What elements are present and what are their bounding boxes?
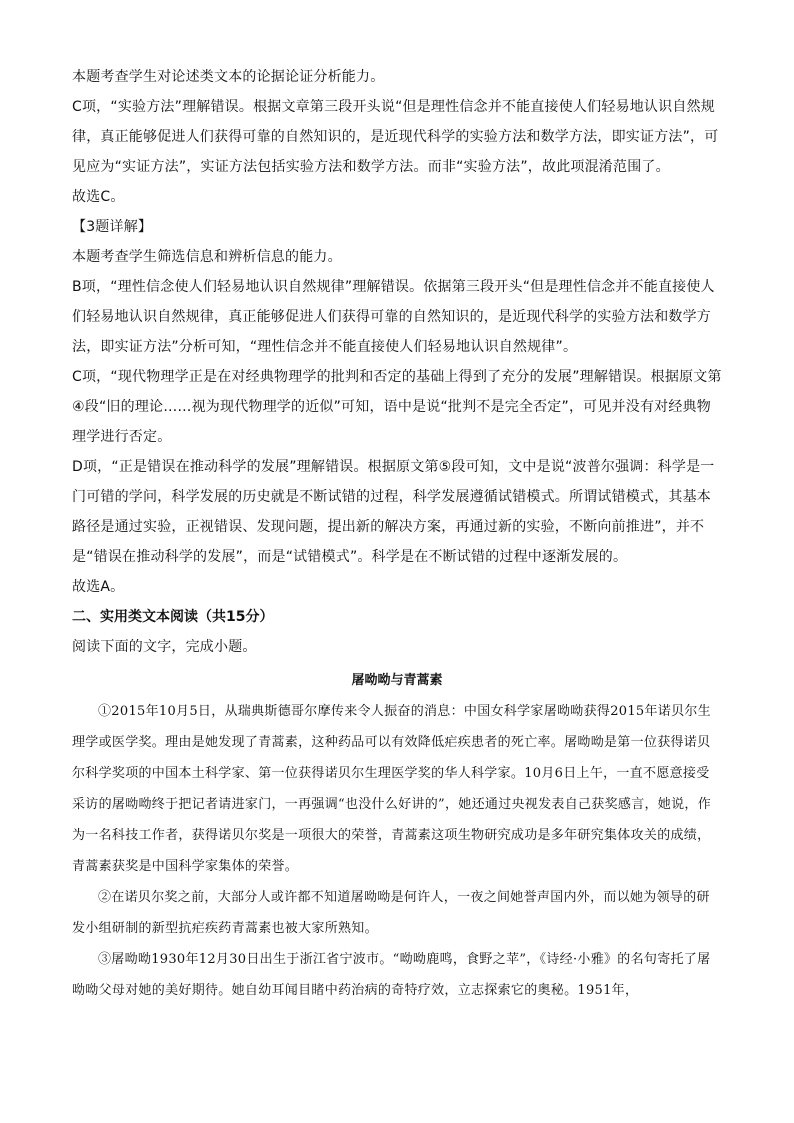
article-paragraph-2: ②在诺贝尔奖之前，大部分人或许都不知道屠呦呦是何许人，一夜之间她誉声国内外，而以她为领导的研发小组研制的新型抗疟疾药青蒿素也被大家所熟知。 xyxy=(72,890,710,936)
q3-answer: 故选A。 xyxy=(72,579,125,595)
q3-header: 【3题详解】 xyxy=(72,219,153,235)
q2-analysis-intro: 本题考查学生对论述类文本的论据论证分析能力。 xyxy=(72,69,385,85)
q3-option-b: B项，“理性信念使人们轻易地认识自然规律”理解错误。依据第三段开头“但是理性信念并不能直接使人们轻易地认识自然规律，真正能够促进人们获得可靠的自然知识的，是近现代科学的实验方法和数学方法，即实证方法”分析可知，“理性信念并不能直接使人们轻易地认识自然规律”。 xyxy=(72,279,715,355)
article-paragraph-3: ③屠呦呦1930年12月30日出生于浙江省宁波市。“呦呦鹿鸣，食野之苹”，《诗经·小雅》的名句寄托了屠呦呦父母对她的美好期待。她自幼耳闻目睹中药治病的奇特疗效，立志探索它的奥秘。1951年， xyxy=(72,952,711,998)
document-page xyxy=(72,62,722,1006)
q2-option-c: C项，“实验方法”理解错误。根据文章第三段开头说“但是理性信念并不能直接使人们轻易地认识自然规律，真正能够促进人们获得可靠的自然知识的，是近现代科学的实验方法和数学方法，即实证方法”，可见应为“实证方法”，实证方法包括实验方法和数学方法。而非“实验方法”，故此项混淆范围了。 xyxy=(72,99,719,175)
q3-option-d: D项，“正是错误在推动科学的发展”理解错误。根据原文第⑤段可知，文中是说“波普尔强调：科学是一门可错的学问，科学发展的历史就是不断试错的过程，科学发展遵循试错模式。所谓试错模式，其基本路径是通过实验，正视错误、发现问题，提出新的解决方案，再通过新的实验，不断向前推进”，并不是“错误在推动科学的发展”，而是“试错模式”。科学是在不断试错的过程中逐渐发展的。 xyxy=(72,459,715,565)
section-instruction: 阅读下面的文字，完成小题。 xyxy=(72,639,257,655)
section-heading: 二、实用类文本阅读（共15分） xyxy=(72,609,274,625)
q3-analysis-intro: 本题考查学生筛选信息和辨析信息的能力。 xyxy=(72,249,342,265)
q2-answer: 故选C。 xyxy=(72,189,125,205)
article-paragraph-1: ①2015年10月5日，从瑞典斯德哥尔摩传来令人振奋的消息：中国女科学家屠呦呦获得2015年诺贝尔生理学或医学奖。理由是她发现了青蒿素，这种药品可以有效降低疟疾患者的死亡率。屠呦呦是第一位获得诺贝尔科学奖项的中国本土科学家、第一位获得诺贝尔生理医学奖的华人科学家。10月6日上午，一直不愿意接受采访的屠呦呦终于把记者请进家门，一再强调“也没什么好讲的”，她还通过央视发表自己获奖感言，她说，作为一名科技工作者，获得诺贝尔奖是一项很大的荣誉，青蒿素这项生物研究成功是多年研究集体攻关的成绩，青蒿素获奖是中国科学家集体的荣誉。 xyxy=(72,704,711,874)
article-title: 屠呦呦与青蒿素 xyxy=(351,673,443,688)
q3-option-c: C项，“现代物理学正是在对经典物理学的批判和否定的基础上得到了充分的发展”理解错误。根据原文第④段“旧的理论……视为现代物理学的近似”可知，语中是说“批判不是完全否定”，可见并没有对经典物理学进行否定。 xyxy=(72,369,722,445)
